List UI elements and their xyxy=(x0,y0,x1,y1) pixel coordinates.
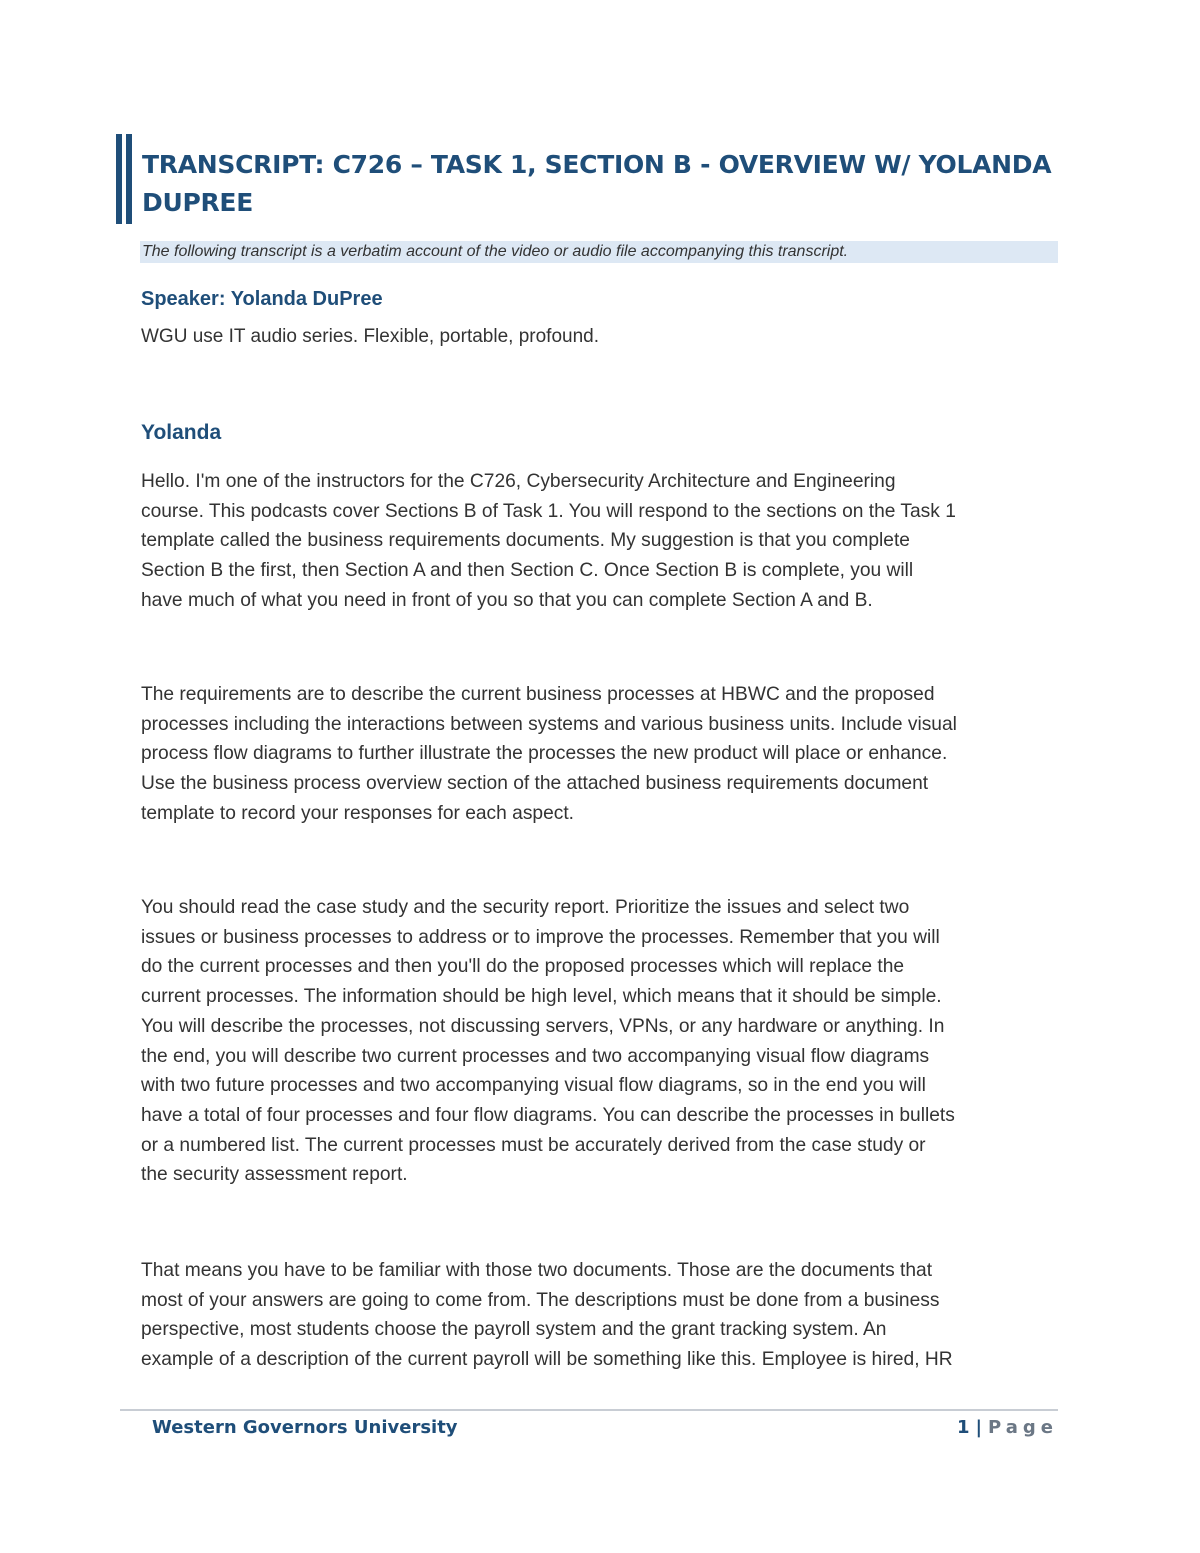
paragraph-line: The requirements are to describe the current business processes at HBWC and the proposed xyxy=(141,684,935,705)
paragraph-line: That means you have to be familiar with those two documents. Those are the documents that xyxy=(141,1260,933,1281)
paragraph-line: the end, you will describe two current processes and two accompanying visual flow diagrams xyxy=(141,1045,930,1067)
title-accent-bars xyxy=(116,134,134,224)
paragraph-line: template called the business requirements documents. My suggestion is that you complete xyxy=(141,530,910,552)
paragraph-line: Use the business process overview section of the attached business requirements document xyxy=(141,773,929,795)
paragraph-2 xyxy=(141,680,1066,829)
page-label: Page xyxy=(988,1417,1058,1438)
paragraph-line: with two future processes and two accompanying visual flow diagrams, so in the end you will xyxy=(141,1075,926,1097)
paragraph-line: do the current processes and then you'll do the proposed processes which will replace the xyxy=(141,956,905,978)
footer-organization: Western Governors University xyxy=(152,1417,458,1438)
footer-page-indicator xyxy=(957,1415,1058,1441)
paragraph-line: most of your answers are going to come from. The descriptions must be done from a business xyxy=(141,1289,940,1311)
title-accent-bar-right xyxy=(126,134,132,224)
paragraph-line: perspective, most students choose the payroll system and the grant tracking system. An xyxy=(141,1319,887,1341)
page-number: 1 xyxy=(956,1417,970,1438)
section-heading-yolanda: Yolanda xyxy=(141,421,222,444)
document-title: TRANSCRIPT: C726 – TASK 1, SECTION B - OVERVIEW W/ YOLANDA DUPREE xyxy=(142,150,1052,217)
paragraph-line: Section B the first, then Section A and then Section C. Once Section B is complete, you will xyxy=(141,560,914,582)
paragraph-line: have much of what you need in front of you so that you can complete Section A and B. xyxy=(141,589,873,611)
footer-divider xyxy=(120,1409,1058,1411)
page-separator: | xyxy=(975,1417,983,1438)
paragraph-line: have a total of four processes and four flow diagrams. You can describe the processes in bullets xyxy=(141,1104,955,1126)
paragraph-line: template to record your responses for each aspect. xyxy=(141,802,575,824)
transcript-intro-note: The following transcript is a verbatim account of the video or audio file accompanying this transcript. xyxy=(140,241,1058,263)
paragraph-line: issues or business processes to address or to improve the processes. Remember that you will xyxy=(141,926,940,948)
title-accent-bar-left xyxy=(116,134,122,224)
paragraph-line: example of a description of the current payroll will be something like this. Employee is hired, HR xyxy=(141,1349,953,1371)
paragraph-line: You will describe the processes, not discussing servers, VPNs, or any hardware or anything. In xyxy=(141,1015,945,1037)
speaker-intro-line: WGU use IT audio series. Flexible, portable, profound. xyxy=(141,326,599,347)
paragraph-3 xyxy=(141,893,1066,1190)
speaker-heading: Speaker: Yolanda DuPree xyxy=(141,288,383,310)
paragraph-line: the security assessment report. xyxy=(141,1164,408,1186)
paragraph-line: processes including the interactions between systems and various business units. Include visual xyxy=(141,713,957,735)
paragraph-line: current processes. The information should be high level, which means that it should be simple. xyxy=(141,986,942,1008)
paragraph-4 xyxy=(141,1256,1066,1375)
paragraph-line: course. This podcasts cover Sections B of Task 1. You will respond to the sections on the Task 1 xyxy=(141,500,956,522)
paragraph-line: or a numbered list. The current processes must be accurately derived from the case study or xyxy=(141,1134,926,1156)
paragraph-line: You should read the case study and the security report. Prioritize the issues and select two xyxy=(141,897,910,918)
paragraph-line: Hello. I'm one of the instructors for the C726, Cybersecurity Architecture and Engineering xyxy=(141,471,896,492)
paragraph-line: process flow diagrams to further illustrate the processes the new product will place or enhance. xyxy=(141,743,948,765)
paragraph-1 xyxy=(141,467,1066,616)
